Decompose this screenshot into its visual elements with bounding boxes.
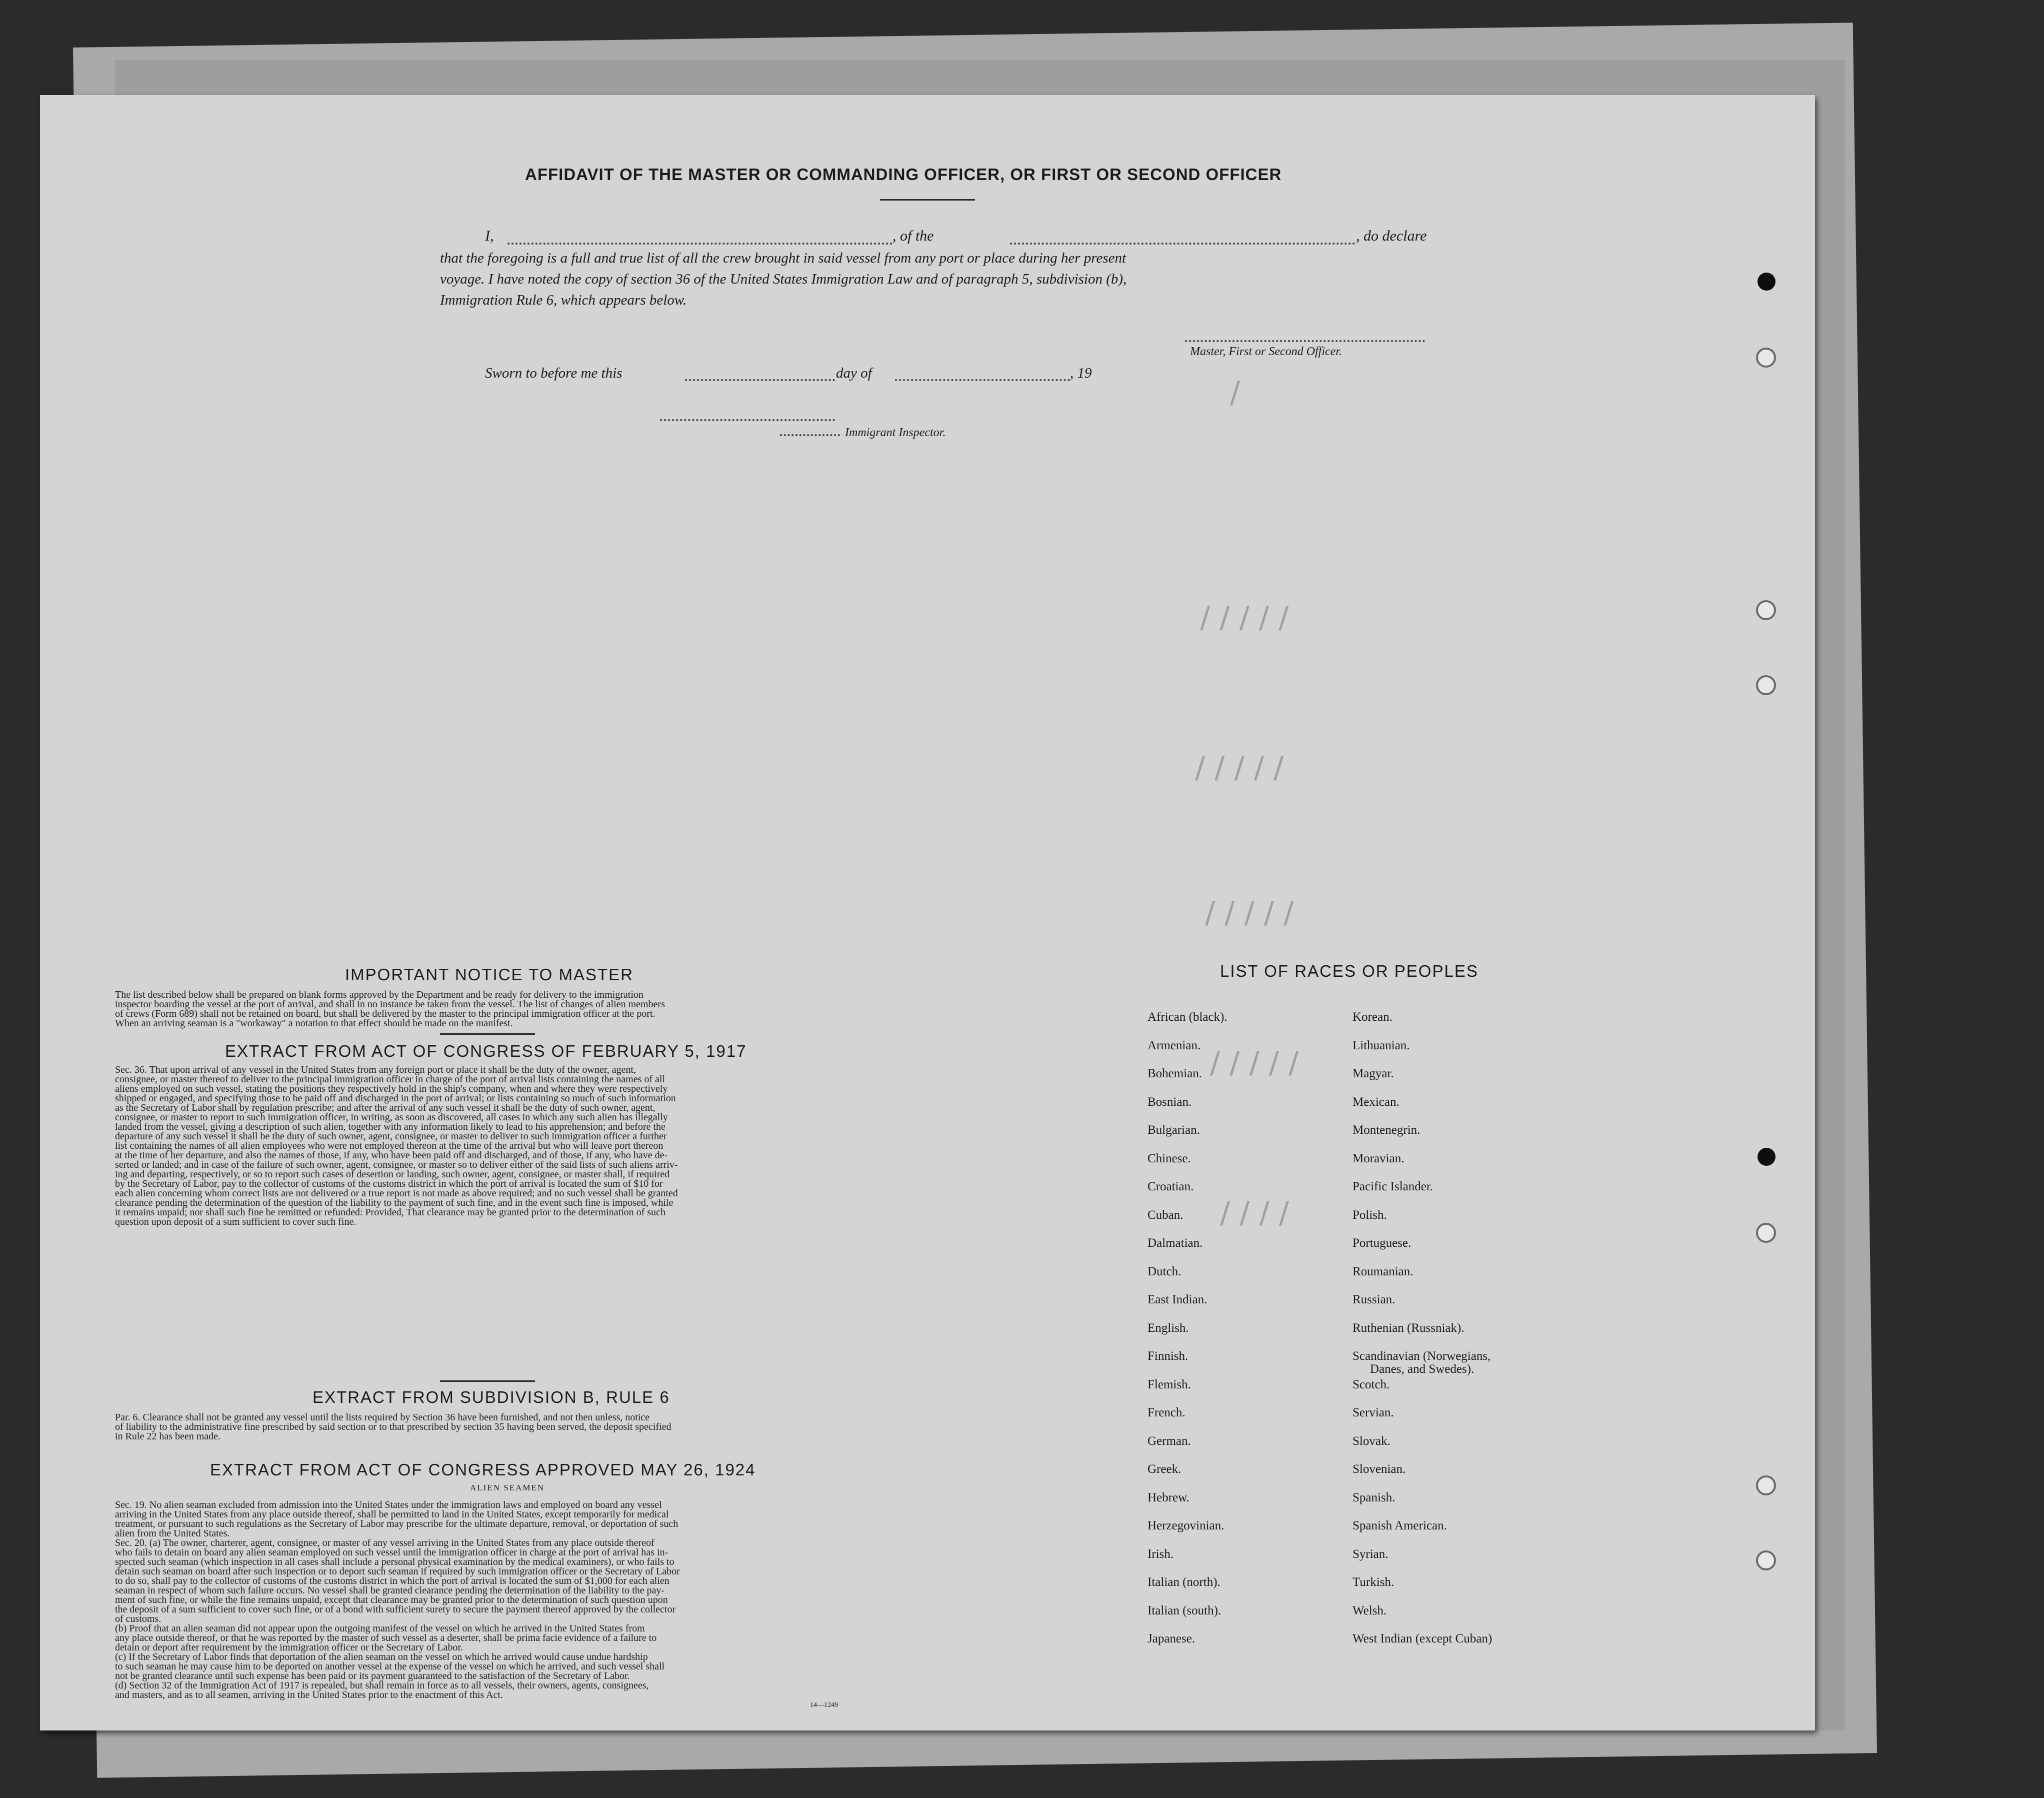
declaration-body-3: Immigration Rule 6, which appears below.: [440, 292, 687, 308]
extract-1924-line: any place outside thereof, or that he was reported by the master of such vessel as a deserter, shall be prima facie evidence of a failure to: [115, 1632, 657, 1643]
declaration-body-2: voyage. I have noted the copy of section 36 of the United States Immigration Law and of paragraph 5, subdivision (b),: [440, 271, 1127, 287]
race-item: Korean.: [1352, 1010, 1392, 1024]
section-divider: [440, 1033, 535, 1035]
tally-mark: / / / /: [1220, 1195, 1290, 1230]
title-divider: [880, 199, 975, 201]
race-item: Chinese.: [1148, 1151, 1191, 1165]
extract-1917-line: landed from the vessel, giving a description of such alien, together with any information likely to lead to his apprehension; and before the: [115, 1121, 666, 1132]
extract-1924-line: of customs.: [115, 1613, 162, 1624]
extract-1924-line: (c) If the Secretary of Labor finds that deportation of the alien seaman on the vessel on which he arrived would cause undue hardship: [115, 1651, 648, 1662]
binder-hole: [1756, 1475, 1776, 1495]
declaration-line: [485, 228, 1460, 248]
day-of-text: day of: [836, 365, 872, 381]
extract-rule6-line: Par. 6. Clearance shall not be granted any vessel until the lists required by Section 36 have been furnished, and not then unless, notice: [115, 1412, 650, 1423]
race-item: Italian (south).: [1148, 1603, 1222, 1617]
section-divider: [440, 1380, 535, 1382]
extract-1917-line: as the Secretary of Labor shall by regulation prescribe; and after the arrival of any such vessel it shall be the duty of such owner, agent,: [115, 1102, 656, 1113]
inspector-label: Immigrant Inspector.: [845, 426, 946, 439]
races-title: LIST OF RACES OR PEOPLES: [1220, 962, 1478, 980]
extract-1924-line: detain such seaman on board after such inspection or to deport such seaman if required by such immigration officer or the Secretary of Labor: [115, 1566, 680, 1577]
race-item: Cuban.: [1148, 1208, 1184, 1222]
notice-body: [115, 990, 845, 1028]
extract-1917-line: question upon deposit of a sum sufficient to cover such fine.: [115, 1216, 356, 1227]
race-item: Armenian.: [1148, 1038, 1201, 1052]
extract-rule6-line: in Rule 22 has been made.: [115, 1431, 221, 1442]
extract-1917-line: at the time of her departure, and also the names of those, if any, who have been paid off and discharged, and of those, if any, who have de-: [115, 1150, 668, 1161]
tally-mark: / / / / /: [1210, 1045, 1299, 1080]
extract-1917-line: each alien concerning whom correct lists are not delivered or a true report is not made as above required; and no such vessel shall be granted: [115, 1188, 678, 1199]
document-page: [40, 95, 1815, 1730]
race-item: Slovak.: [1352, 1434, 1390, 1448]
extract-1924-line: arriving in the United States from any place outside thereof, shall be permitted to land in the United States, except temporarily for medical: [115, 1509, 669, 1520]
extract-1924-line: seaman in respect of whom such failure occurs. No vessel shall be granted clearance pending the determination of the liability to the pay-: [115, 1585, 665, 1596]
race-item: Finnish.: [1148, 1349, 1188, 1363]
extract-1924-line: the deposit of a sum sufficient to cover such fine, or of a bond with sufficient surety to secure the payment thereof approved by the collector: [115, 1604, 676, 1615]
race-item: Bulgarian.: [1148, 1123, 1200, 1137]
binder-hole: [1756, 675, 1776, 695]
race-item-continuation: Danes, and Swedes).: [1370, 1362, 1474, 1376]
do-declare-text: , do declare: [1356, 228, 1427, 244]
race-item: East Indian.: [1148, 1293, 1208, 1306]
extract-1917-line: list containing the names of all alien employees who were not employed thereon at the time of the arrival but who will leave port thereon: [115, 1140, 664, 1151]
extract-1924-title: EXTRACT FROM ACT OF CONGRESS APPROVED MAY 26, 1924: [210, 1460, 756, 1479]
extract-1924-line: who fails to detain on board any alien seaman employed on such vessel until the immigration officer in charge at the port of arrival has in-: [115, 1547, 668, 1558]
notice-line: When an arriving seaman is a "workaway" a notation to that effect should be made on the manifest.: [115, 1018, 513, 1029]
extract-1924-line: Sec. 19. No alien seaman excluded from admission into the United States under the immigration laws and employed on board any vessel: [115, 1499, 662, 1510]
tally-mark: /: [1230, 375, 1240, 410]
extract-rule6-line: of liability to the administrative fine prescribed by said section or to that prescribed by section 35 having been served, the deposit specified: [115, 1421, 672, 1432]
race-item: Magyar.: [1352, 1067, 1394, 1080]
race-item: Moravian.: [1352, 1151, 1404, 1165]
race-item: Flemish.: [1148, 1377, 1191, 1391]
notice-title: IMPORTANT NOTICE TO MASTER: [345, 965, 634, 984]
race-item: Scandinavian (Norwegians,: [1352, 1349, 1491, 1363]
race-item: Spanish American.: [1352, 1519, 1447, 1532]
extract-1917-line: by the Secretary of Labor, pay to the collector of customs of the customs district in which the port of arrival is located the sum of $10 for: [115, 1178, 663, 1189]
race-item: Servian.: [1352, 1406, 1394, 1419]
extract-1917-line: departure of any such vessel it shall be the duty of such owner, agent, consignee, or master to deliver to such immigration officer a further: [115, 1131, 667, 1142]
race-item: French.: [1148, 1406, 1186, 1419]
master-signature-blank: [1185, 340, 1425, 342]
extract-1924-line: not be granted clearance until such expense has been paid or its payment guaranteed to the satisfaction of the Secretary of Labor.: [115, 1670, 630, 1681]
race-item: Polish.: [1352, 1208, 1387, 1222]
tally-mark: / / / / /: [1200, 600, 1289, 635]
race-item: Japanese.: [1148, 1632, 1196, 1645]
race-item: Croatian.: [1148, 1180, 1194, 1193]
sworn-prefix: Sworn to before me this: [485, 365, 622, 381]
race-item: Russian.: [1352, 1293, 1396, 1306]
extract-1917-line: it remains unpaid; nor shall such fine be remitted or refunded: Provided, That clearance may be granted prior to the determination of such: [115, 1207, 666, 1218]
extract-1924-line: detain or deport after requirement by the immigration officer or the Secretary of Labor.: [115, 1642, 464, 1653]
extract-1924-line: Sec. 20. (a) The owner, charterer, agent, consignee, or master of any vessel arriving in the United States from any place outside thereof: [115, 1537, 654, 1548]
race-item: Pacific Islander.: [1352, 1180, 1434, 1193]
extract-rule6-body: [115, 1413, 845, 1441]
race-item: Irish.: [1148, 1547, 1174, 1561]
master-signature-label: Master, First or Second Officer.: [1190, 345, 1342, 358]
notice-line: inspector boarding the vessel at the port of arrival, and shall in no instance be taken from the vessel. The list of changes of alien members: [115, 999, 665, 1010]
vessel-name-blank: [1010, 243, 1355, 245]
race-item: Syrian.: [1352, 1547, 1388, 1561]
race-item: Italian (north).: [1148, 1575, 1220, 1589]
race-item: English.: [1148, 1321, 1189, 1335]
extract-rule6-title: EXTRACT FROM SUBDIVISION B, RULE 6: [312, 1388, 670, 1406]
extract-1917-line: clearance pending the determination of the question of the liability to the payment of such fine, and in the event such fine is imposed, while: [115, 1197, 674, 1208]
extract-1917-body: [115, 1065, 845, 1227]
notice-line: The list described below shall be prepared on blank forms approved by the Department and be ready for delivery to the immigration: [115, 989, 644, 1000]
extract-1917-line: Sec. 36. That upon arrival of any vessel in the United States from any foreign port or place it shall be the duty of the owner, agent,: [115, 1064, 636, 1075]
extract-1924-line: ment of such fine, or while the fine remains unpaid, except that clearance may be granted prior to the determination of such question upon: [115, 1594, 668, 1605]
declarant-prefix: I,: [485, 228, 494, 244]
of-the-text: , of the: [892, 228, 934, 244]
race-item: Hebrew.: [1148, 1490, 1190, 1504]
race-item: West Indian (except Cuban): [1352, 1632, 1492, 1645]
extract-1924-line: (d) Section 32 of the Immigration Act of 1917 is repealed, but shall remain in force as to all vessels, their owners, agents, consignees,: [115, 1680, 649, 1691]
race-item: Herzegovinian.: [1148, 1519, 1224, 1532]
declarant-name-blank: [508, 243, 892, 245]
race-item: Turkish.: [1352, 1575, 1394, 1589]
race-item: Welsh.: [1352, 1603, 1387, 1617]
race-item: Bohemian.: [1148, 1067, 1202, 1080]
binder-hole: [1758, 273, 1776, 291]
sworn-month-blank: [895, 379, 1070, 381]
sworn-day-blank: [685, 379, 835, 381]
extract-1924-line: alien from the United States.: [115, 1528, 230, 1539]
extract-1924-line: (b) Proof that an alien seaman did not appear upon the outgoing manifest of the vessel on which he arrived in the United States from: [115, 1623, 645, 1634]
binder-hole: [1756, 600, 1776, 620]
race-item: Dalmatian.: [1148, 1236, 1203, 1250]
extract-1924-line: to such seaman he may cause him to be deported on another vessel at the expense of the vessel on which he arrived, and such vessel shall: [115, 1661, 665, 1672]
extract-1917-line: aliens employed on such vessel, stating the positions they respectively hold in the ship's company, when and where they were respectively: [115, 1083, 668, 1094]
notice-line: of crews (Form 689) shall not be retained on board, but shall be delivered by the master to the principal immigration officer at the port.: [115, 1008, 656, 1019]
extract-1917-line: consignee, or master to report to such immigration officer, in writing, as soon as discovered, all cases in which any such alien has illegally: [115, 1112, 668, 1123]
binder-hole: [1756, 1223, 1776, 1243]
race-item: German.: [1148, 1434, 1191, 1448]
inspector-signature-blank: [660, 419, 835, 421]
race-item: Portuguese.: [1352, 1236, 1412, 1250]
race-item: Greek.: [1148, 1462, 1182, 1476]
extract-1917-title: EXTRACT FROM ACT OF CONGRESS OF FEBRUARY 5, 1917: [225, 1042, 747, 1060]
race-item: Scotch.: [1352, 1377, 1390, 1391]
extract-1924-line: spected such seaman (which inspection in all cases shall include a personal physical examination by the medical examiners), or who fails to: [115, 1556, 674, 1567]
race-item: Mexican.: [1352, 1095, 1400, 1109]
race-item: Ruthenian (Russniak).: [1352, 1321, 1464, 1335]
binder-hole: [1758, 1148, 1776, 1166]
tally-mark: / / / / /: [1195, 750, 1284, 785]
race-item: Dutch.: [1148, 1264, 1182, 1278]
extract-1924-line: treatment, or pursuant to such regulations as the Secretary of Labor may prescribe for the ultimate departure, removal, or deportation of such: [115, 1518, 678, 1529]
binder-hole: [1756, 1550, 1776, 1570]
sworn-year-text: , 19: [1070, 365, 1092, 381]
tally-mark: / / / / /: [1205, 895, 1294, 930]
extract-1917-line: shipped or engaged, and specifying those to be paid off and discharged in the port of arrival; or lists containing so much of such information: [115, 1093, 676, 1104]
inspector-signature-blank-2: [780, 434, 840, 436]
extract-1924-line: and masters, and as to all seamen, arriving in the United States prior to the enactment of this Act.: [115, 1689, 503, 1700]
affidavit-title: AFFIDAVIT OF THE MASTER OR COMMANDING OFFICER, OR FIRST OR SECOND OFFICER: [525, 165, 1282, 184]
race-item: Spanish.: [1352, 1490, 1396, 1504]
race-item: Bosnian.: [1148, 1095, 1192, 1109]
extract-1917-line: ing and departing, respectively, or so to report such cases of desertion or landing, such owner, agent, consignee, or master shall, if required: [115, 1169, 670, 1180]
extract-1917-line: serted or landed; and in case of the failure of such owner, agent, consignee, or master so to deliver either of the said lists of such aliens arriv-: [115, 1159, 678, 1170]
race-item: Roumanian.: [1352, 1264, 1414, 1278]
extract-1917-line: consignee, or master thereof to deliver to the principal immigration officer in charge of the port of arrival lists containing the names of all: [115, 1074, 666, 1085]
extract-1924-line: to do so, shall pay to the collector of customs of the customs district in which the port of arrival is located the sum of $1,000 for each alien: [115, 1575, 670, 1586]
race-item: Montenegrin.: [1352, 1123, 1420, 1137]
binder-hole: [1756, 348, 1776, 368]
declaration-body-1: that the foregoing is a full and true list of all the crew brought in said vessel from any port or place during her present: [440, 250, 1126, 266]
form-number: 14—1249: [810, 1701, 838, 1709]
race-item: Lithuanian.: [1352, 1038, 1410, 1052]
extract-1924-body: [115, 1500, 845, 1700]
race-item: Slovenian.: [1352, 1462, 1406, 1476]
race-item: African (black).: [1148, 1010, 1228, 1024]
alien-seamen-subtitle: ALIEN SEAMEN: [470, 1483, 545, 1492]
